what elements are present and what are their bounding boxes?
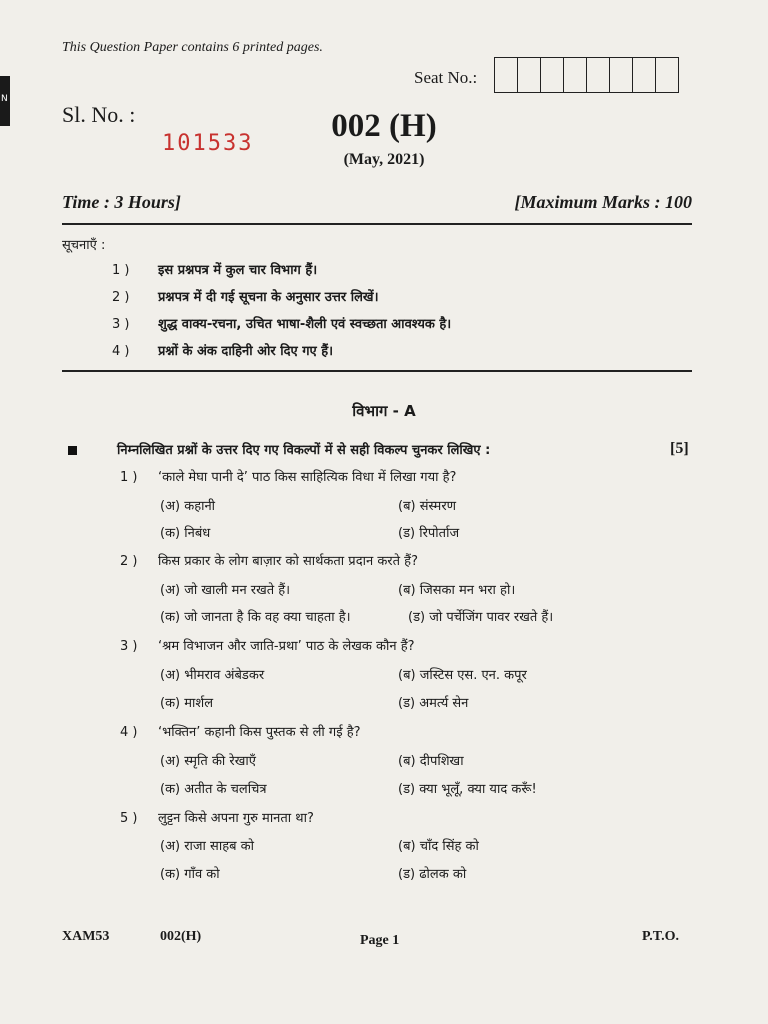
option[interactable]: (क) अतीत के चलचित्र	[160, 782, 267, 797]
instructions-heading: सूचनाएँ :	[62, 238, 106, 253]
instruction-item: 2 ) प्रश्नपत्र में दी गई सूचना के अनुसार उत्तर लिखें।	[112, 290, 379, 305]
option[interactable]: (ब) चाँद सिंह को	[398, 839, 479, 854]
page-number: Page 1	[360, 933, 400, 948]
option[interactable]: (ब) दीपशिखा	[398, 754, 464, 769]
question: 4 ) ‘भक्तिन’ कहानी किस पुस्तक से ली गई है?	[120, 725, 361, 740]
option[interactable]: (क) जो जानता है कि वह क्या चाहता है।	[160, 610, 351, 625]
instruction-item: 4 ) प्रश्नों के अंक दाहिनी ओर दिए गए हैं।	[112, 344, 334, 359]
bullet-icon	[68, 446, 77, 455]
option[interactable]: (ब) जस्टिस एस. एन. कपूर	[398, 668, 527, 683]
question: 2 ) किस प्रकार के लोग बाज़ार को सार्थकता प्रदान करते हैं?	[120, 554, 418, 569]
option[interactable]: (अ) कहानी	[160, 499, 216, 514]
time-allowed: Time : 3 Hours]	[62, 192, 181, 212]
section-title: विभाग - A	[352, 402, 416, 420]
question: 5 ) लुट्टन किसे अपना गुरु मानता था?	[120, 811, 314, 826]
seat-box[interactable]	[587, 58, 610, 92]
option[interactable]: (क) मार्शल	[160, 696, 214, 711]
seat-no-label: Seat No.:	[414, 68, 478, 87]
paper-code: 002 (H)	[331, 108, 437, 144]
seat-box[interactable]	[541, 58, 564, 92]
instruction-item: 3 ) शुद्ध वाक्य-रचना, उचित भाषा-शैली एवं स्वच्छता आवश्यक है।	[112, 317, 452, 332]
exam-session: (May, 2021)	[343, 151, 425, 168]
option[interactable]: (अ) राजा साहब को	[160, 839, 255, 854]
option[interactable]: (ड) जो पर्चेजिंग पावर रखते हैं।	[408, 610, 554, 625]
option[interactable]: (क) गाँव को	[160, 867, 220, 882]
seat-box[interactable]	[610, 58, 633, 92]
divider	[62, 370, 692, 372]
question: 3 ) ‘श्रम विभाजन और जाति-प्रथा’ पाठ के लेखक कौन हैं?	[120, 639, 415, 654]
seat-box[interactable]	[633, 58, 656, 92]
seat-box[interactable]	[518, 58, 541, 92]
option[interactable]: (अ) जो खाली मन रखते हैं।	[160, 583, 291, 598]
option[interactable]: (ड) अमर्त्य सेन	[398, 696, 469, 711]
pto-note: P.T.O.	[642, 929, 679, 944]
option[interactable]: (ड) ढोलक को	[398, 867, 467, 882]
maximum-marks: [Maximum Marks : 100	[514, 192, 692, 212]
divider	[62, 223, 692, 225]
section-directive: निम्नलिखित प्रश्नों के उत्तर दिए गए विकल्पों में से सही विकल्प चुनकर लिखिए :	[117, 443, 491, 458]
page-count-note: This Question Paper contains 6 printed pages.	[62, 40, 323, 55]
option[interactable]: (क) निबंध	[160, 526, 211, 541]
option[interactable]: (ब) संस्मरण	[398, 499, 457, 514]
option[interactable]: (अ) भीमराव अंबेडकर	[160, 668, 265, 683]
seat-box[interactable]	[564, 58, 587, 92]
footer-paper-code: 002(H)	[160, 929, 202, 944]
seat-box[interactable]	[495, 58, 518, 92]
footer-code: XAM53	[62, 929, 110, 944]
option[interactable]: (ड) क्या भूलूँ, क्या याद करूँ!	[398, 782, 537, 797]
side-tab: N	[0, 76, 10, 126]
seat-no-boxes[interactable]	[494, 57, 679, 93]
section-marks: [5]	[670, 440, 689, 457]
question: 1 ) ‘काले मेघा पानी दे’ पाठ किस साहित्यिक विधा में लिखा गया है?	[120, 470, 457, 485]
option[interactable]: (ब) जिसका मन भरा हो।	[398, 583, 516, 598]
serial-number: 101533	[162, 131, 254, 156]
option[interactable]: (अ) स्मृति की रेखाएँ	[160, 754, 256, 769]
instruction-item: 1 ) इस प्रश्नपत्र में कुल चार विभाग हैं।	[112, 263, 318, 278]
seat-box[interactable]	[656, 58, 678, 92]
serial-number-label: Sl. No. :	[62, 102, 136, 127]
option[interactable]: (ड) रिपोर्ताज	[398, 526, 460, 541]
